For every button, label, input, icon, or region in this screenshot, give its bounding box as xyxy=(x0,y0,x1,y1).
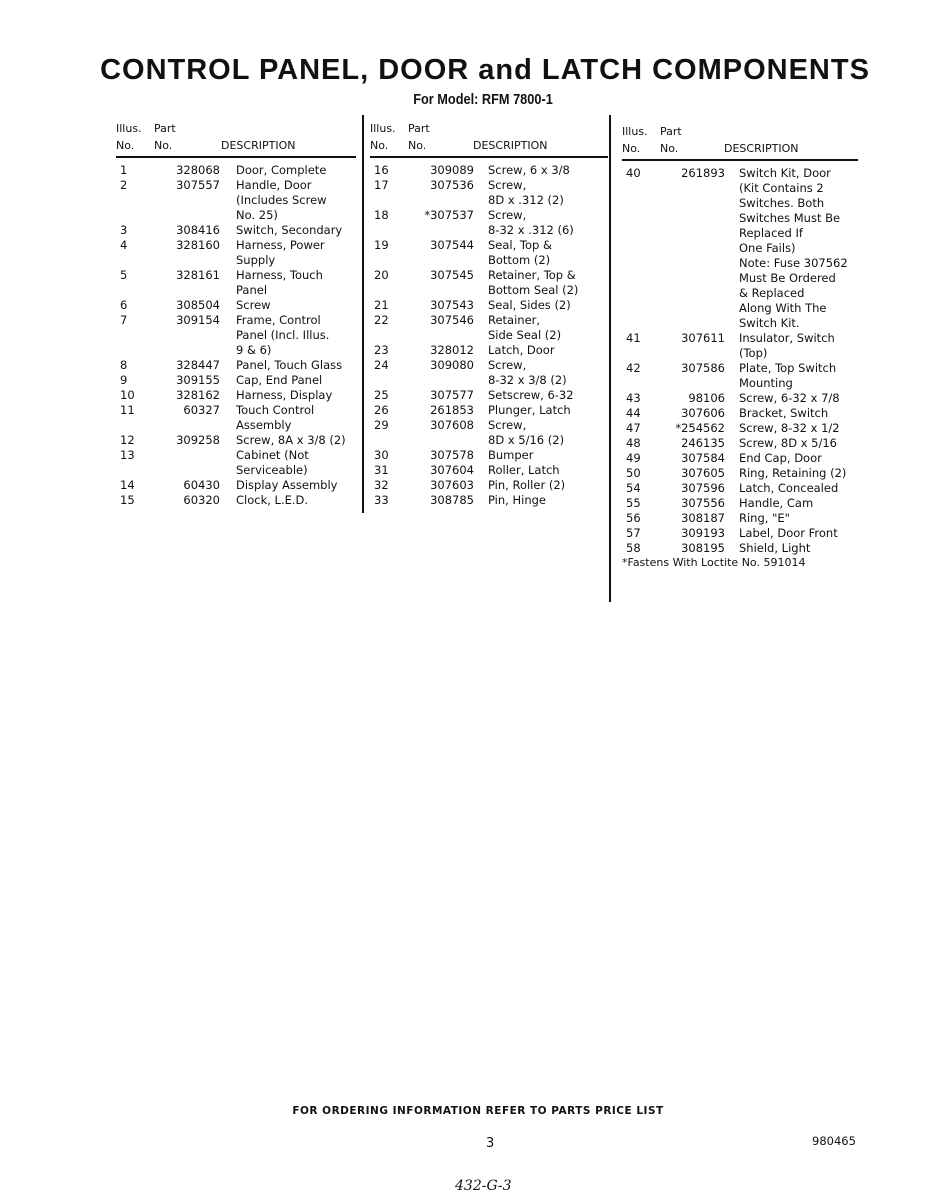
part-description: Frame, Control xyxy=(236,313,321,327)
header-illus: Illus. xyxy=(622,125,648,138)
page-title: CONTROL PANEL, DOOR and LATCH COMPONENTS xyxy=(100,54,870,86)
part-description: Seal, Top & xyxy=(488,238,552,252)
parts-column xyxy=(370,118,608,618)
part-description: No. 25) xyxy=(236,208,278,222)
part-description: Mounting xyxy=(739,376,793,390)
part-description: Switches. Both xyxy=(739,196,825,210)
header-rule xyxy=(622,159,858,161)
page-number: 3 xyxy=(486,1136,495,1151)
illus-number: 32 xyxy=(374,478,389,492)
illus-number: 25 xyxy=(374,388,389,402)
part-number: 261853 xyxy=(430,403,474,417)
part-description: Latch, Concealed xyxy=(739,481,839,495)
illus-number: 58 xyxy=(626,541,641,555)
part-description: (Top) xyxy=(739,346,768,360)
header-part: Part xyxy=(660,125,682,138)
part-description: Note: Fuse 307562 xyxy=(739,256,848,270)
illus-number: 20 xyxy=(374,268,389,282)
column-divider xyxy=(362,115,364,513)
part-description: Side Seal (2) xyxy=(488,328,562,342)
header-illus-no: No. xyxy=(370,139,389,152)
part-number: 309080 xyxy=(430,358,474,372)
part-number: 307604 xyxy=(430,463,474,477)
part-description: Clock, L.E.D. xyxy=(236,493,309,507)
part-description: Harness, Power xyxy=(236,238,325,252)
header-rule xyxy=(116,156,356,158)
illus-number: 1 xyxy=(120,163,128,177)
illus-number: 40 xyxy=(626,166,641,180)
part-number: 307606 xyxy=(681,406,725,420)
part-description: Seal, Sides (2) xyxy=(488,298,571,312)
header-part-no: No. xyxy=(154,139,173,152)
part-number: 307536 xyxy=(430,178,474,192)
part-description: Along With The xyxy=(739,301,827,315)
part-description: Harness, Touch xyxy=(236,268,323,282)
part-number: 309155 xyxy=(176,373,220,387)
illus-number: 43 xyxy=(626,391,641,405)
illus-number: 9 xyxy=(120,373,128,387)
part-description: Screw, 8D x 5/16 xyxy=(739,436,838,450)
header-description: DESCRIPTION xyxy=(473,139,548,152)
illus-number: 56 xyxy=(626,511,641,525)
part-description: Shield, Light xyxy=(739,541,811,555)
parts-column xyxy=(622,121,858,621)
part-description: Switch Kit, Door xyxy=(739,166,831,180)
part-number: 307596 xyxy=(681,481,725,495)
illus-number: 57 xyxy=(626,526,641,540)
illus-number: 24 xyxy=(374,358,389,372)
illus-number: 31 xyxy=(374,463,389,477)
ordering-note: FOR ORDERING INFORMATION REFER TO PARTS PRICE LIST xyxy=(292,1105,664,1117)
part-description: Handle, Cam xyxy=(739,496,814,510)
part-description: Screw, xyxy=(488,178,527,192)
part-description: Ring, Retaining (2) xyxy=(739,466,847,480)
part-description: Handle, Door xyxy=(236,178,312,192)
illus-number: 22 xyxy=(374,313,389,327)
part-description: Bottom Seal (2) xyxy=(488,283,579,297)
part-number: 307546 xyxy=(430,313,474,327)
part-number: 60327 xyxy=(183,403,220,417)
part-description: Panel (Incl. Illus. xyxy=(236,328,330,342)
part-number: 309193 xyxy=(681,526,725,540)
part-number: 309258 xyxy=(176,433,220,447)
part-description: Screw, xyxy=(488,208,527,222)
part-number: 261893 xyxy=(681,166,725,180)
illus-number: 41 xyxy=(626,331,641,345)
part-number: 307603 xyxy=(430,478,474,492)
part-number: 307556 xyxy=(681,496,725,510)
part-description: Bumper xyxy=(488,448,534,462)
part-description: Plunger, Latch xyxy=(488,403,571,417)
header-part: Part xyxy=(408,122,430,135)
part-number: *307537 xyxy=(424,208,474,222)
illus-number: 19 xyxy=(374,238,389,252)
illus-number: 13 xyxy=(120,448,135,462)
illus-number: 48 xyxy=(626,436,641,450)
part-description: 8-32 x 3/8 (2) xyxy=(488,373,567,387)
illus-number: 6 xyxy=(120,298,128,312)
part-number: 307577 xyxy=(430,388,474,402)
part-description: Setscrew, 6-32 xyxy=(488,388,574,402)
part-description: Insulator, Switch xyxy=(739,331,835,345)
document-code: 980465 xyxy=(812,1134,856,1148)
illus-number: 8 xyxy=(120,358,128,372)
part-number: 328068 xyxy=(176,163,220,177)
part-description: Latch, Door xyxy=(488,343,555,357)
illus-number: 16 xyxy=(374,163,389,177)
part-description: Switches Must Be xyxy=(739,211,841,225)
part-description: End Cap, Door xyxy=(739,451,822,465)
header-description: DESCRIPTION xyxy=(724,142,799,155)
illus-number: 30 xyxy=(374,448,389,462)
part-number: 309154 xyxy=(176,313,220,327)
part-description: Ring, "E" xyxy=(739,511,790,525)
part-description: & Replaced xyxy=(739,286,805,300)
header-rule xyxy=(370,156,608,158)
part-number: 328447 xyxy=(176,358,220,372)
illus-number: 15 xyxy=(120,493,135,507)
header-illus-no: No. xyxy=(622,142,641,155)
part-description: Panel, Touch Glass xyxy=(236,358,343,372)
part-description: (Kit Contains 2 xyxy=(739,181,824,195)
parts-column xyxy=(116,118,356,618)
part-number: 307586 xyxy=(681,361,725,375)
part-description: Harness, Display xyxy=(236,388,333,402)
part-number: 246135 xyxy=(681,436,725,450)
part-number: 308187 xyxy=(681,511,725,525)
part-description: Screw, xyxy=(488,418,527,432)
illus-number: 11 xyxy=(120,403,135,417)
part-description: 9 & 6) xyxy=(236,343,272,357)
illus-number: 4 xyxy=(120,238,128,252)
illus-number: 50 xyxy=(626,466,641,480)
part-number: 328160 xyxy=(176,238,220,252)
part-description: Pin, Hinge xyxy=(488,493,546,507)
part-number: 328162 xyxy=(176,388,220,402)
part-number: 307543 xyxy=(430,298,474,312)
part-number: 307608 xyxy=(430,418,474,432)
part-description: Retainer, Top & xyxy=(488,268,576,282)
part-description: Assembly xyxy=(236,418,292,432)
illus-number: 14 xyxy=(120,478,135,492)
part-description: 8D x 5/16 (2) xyxy=(488,433,565,447)
illus-number: 23 xyxy=(374,343,389,357)
part-description: Screw, 8-32 x 1/2 xyxy=(739,421,840,435)
part-number: 307578 xyxy=(430,448,474,462)
part-description: 8-32 x .312 (6) xyxy=(488,223,574,237)
illus-number: 55 xyxy=(626,496,641,510)
part-description: Cap, End Panel xyxy=(236,373,323,387)
part-number: 308504 xyxy=(176,298,220,312)
part-number: 308195 xyxy=(681,541,725,555)
part-number: 307557 xyxy=(176,178,220,192)
part-description: Label, Door Front xyxy=(739,526,838,540)
illus-number: 3 xyxy=(120,223,128,237)
illus-number: 17 xyxy=(374,178,389,192)
part-number: 307605 xyxy=(681,466,725,480)
part-description: Roller, Latch xyxy=(488,463,560,477)
column-divider xyxy=(609,115,611,602)
illus-number: 12 xyxy=(120,433,135,447)
part-description: Screw, 6-32 x 7/8 xyxy=(739,391,840,405)
illus-number: 49 xyxy=(626,451,641,465)
header-part-no: No. xyxy=(408,139,427,152)
part-description: Switch, Secondary xyxy=(236,223,343,237)
part-number: *254562 xyxy=(675,421,725,435)
model-subtitle: For Model: RFM 7800-1 xyxy=(413,91,553,108)
illus-number: 7 xyxy=(120,313,128,327)
part-number: 307544 xyxy=(430,238,474,252)
footnote: *Fastens With Loctite No. 591014 xyxy=(622,556,806,569)
part-description: Bracket, Switch xyxy=(739,406,829,420)
illus-number: 21 xyxy=(374,298,389,312)
part-number: 308416 xyxy=(176,223,220,237)
part-description: Screw xyxy=(236,298,271,312)
handwritten-note: 432-G-3 xyxy=(455,1178,512,1194)
part-number: 98106 xyxy=(688,391,725,405)
header-description: DESCRIPTION xyxy=(221,139,296,152)
header-illus: Illus. xyxy=(116,122,142,135)
part-number: 307584 xyxy=(681,451,725,465)
part-description: Cabinet (Not xyxy=(236,448,309,462)
part-description: Must Be Ordered xyxy=(739,271,836,285)
part-description: (Includes Screw xyxy=(236,193,327,207)
illus-number: 29 xyxy=(374,418,389,432)
illus-number: 10 xyxy=(120,388,135,402)
part-number: 308785 xyxy=(430,493,474,507)
part-description: Screw, 8A x 3/8 (2) xyxy=(236,433,346,447)
illus-number: 2 xyxy=(120,178,128,192)
part-description: One Fails) xyxy=(739,241,796,255)
part-number: 60320 xyxy=(183,493,220,507)
part-description: Replaced If xyxy=(739,226,803,240)
illus-number: 54 xyxy=(626,481,641,495)
part-number: 328161 xyxy=(176,268,220,282)
part-description: Pin, Roller (2) xyxy=(488,478,566,492)
part-number: 60430 xyxy=(183,478,220,492)
part-number: 307611 xyxy=(681,331,725,345)
header-illus-no: No. xyxy=(116,139,135,152)
part-description: Screw, xyxy=(488,358,527,372)
part-number: 328012 xyxy=(430,343,474,357)
header-part-no: No. xyxy=(660,142,679,155)
part-description: Display Assembly xyxy=(236,478,338,492)
illus-number: 33 xyxy=(374,493,389,507)
part-number: 307545 xyxy=(430,268,474,282)
part-description: Serviceable) xyxy=(236,463,308,477)
illus-number: 44 xyxy=(626,406,641,420)
header-illus: Illus. xyxy=(370,122,396,135)
part-description: Switch Kit. xyxy=(739,316,800,330)
illus-number: 5 xyxy=(120,268,128,282)
illus-number: 47 xyxy=(626,421,641,435)
part-description: Screw, 6 x 3/8 xyxy=(488,163,570,177)
part-description: 8D x .312 (2) xyxy=(488,193,564,207)
part-description: Bottom (2) xyxy=(488,253,551,267)
part-description: Panel xyxy=(236,283,268,297)
illus-number: 18 xyxy=(374,208,389,222)
illus-number: 42 xyxy=(626,361,641,375)
header-part: Part xyxy=(154,122,176,135)
part-description: Touch Control xyxy=(236,403,315,417)
part-description: Door, Complete xyxy=(236,163,327,177)
part-description: Plate, Top Switch xyxy=(739,361,837,375)
part-description: Supply xyxy=(236,253,276,267)
part-number: 309089 xyxy=(430,163,474,177)
part-description: Retainer, xyxy=(488,313,541,327)
illus-number: 26 xyxy=(374,403,389,417)
